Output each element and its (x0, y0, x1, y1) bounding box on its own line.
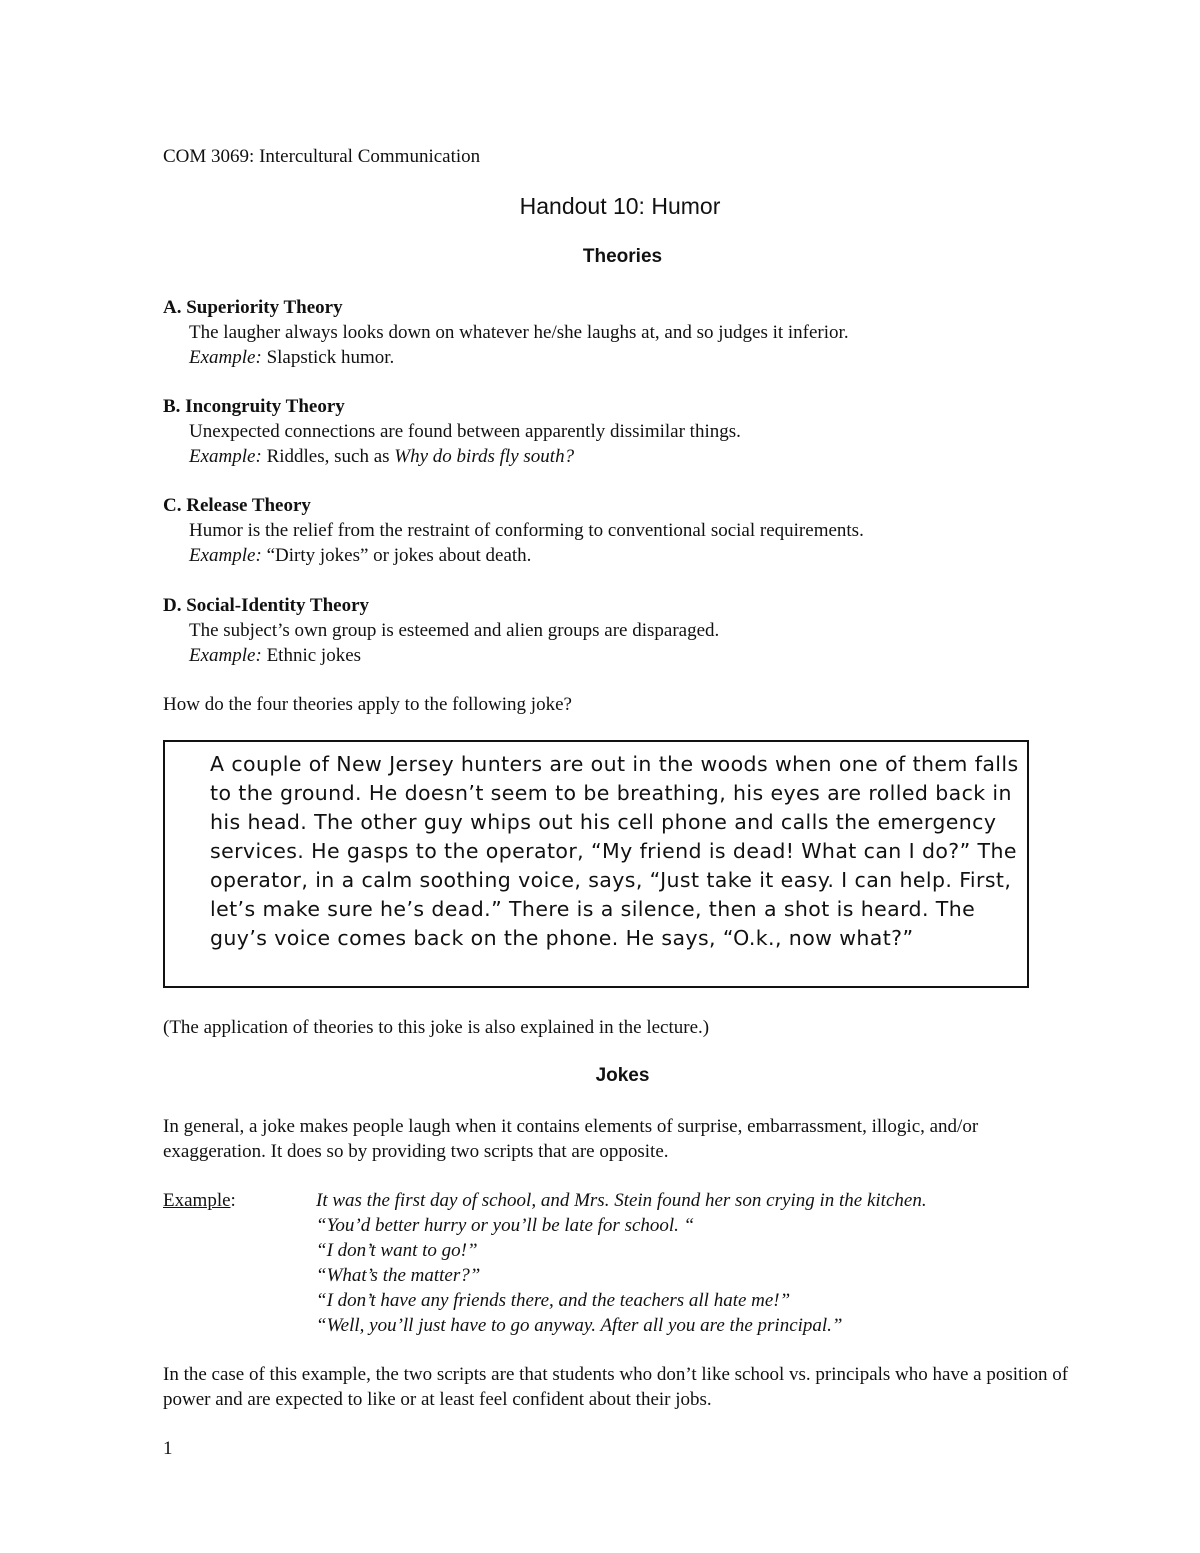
example-text: Riddles, such as (261, 446, 395, 467)
joke-box (163, 740, 1029, 988)
theory-heading: C. Release Theory (163, 495, 311, 516)
theories-question: How do the four theories apply to the following joke? (163, 694, 572, 715)
theory-example (163, 543, 1063, 568)
example-text: Ethnic jokes (261, 645, 362, 666)
lecture-note: (The application of theories to this joke is also explained in the lecture.) (163, 1017, 710, 1038)
theory-heading: A. Superiority Theory (163, 297, 343, 318)
example-line: “You’d better hurry or you’ll be late for school. “ (316, 1215, 695, 1236)
course-title: COM 3069: Intercultural Communication (163, 146, 481, 167)
jokes-heading: Jokes (595, 1065, 650, 1086)
example-label: Example: (189, 545, 262, 566)
theory-example (163, 444, 1063, 469)
example-line: “I don’t have any friends there, and the teachers all hate me!” (316, 1290, 791, 1311)
theory-description: The subject’s own group is esteemed and alien groups are disparaged. (189, 620, 720, 641)
example-line: It was the first day of school, and Mrs. Stein found her son crying in the kitchen. (316, 1190, 927, 1211)
joke-text: A couple of New Jersey hunters are out in the woods when one of them falls to the ground. He doesn’t seem to be breathing, his eyes are rolled back in his head. The other guy whips out his cell phone and calls the emergency services. He gasps to the operator, “My friend is dead! What can I do?” The operator, in a calm soothing voice, says, “Just take it easy. I can help. First, let’s make sure he’s dead.” There is a silence, then a shot is heard. The guy’s voice comes back on the phone. He says, “O.k., now what?” (210, 752, 1019, 950)
theory-heading: D. Social-Identity Theory (163, 595, 370, 616)
theory-superiority (163, 295, 1063, 370)
example-heading (163, 1188, 236, 1213)
example-label: Example: (189, 347, 262, 368)
theory-incongruity (163, 394, 1063, 469)
theories-heading: Theories (582, 246, 663, 267)
example-line: “I don’t want to go!” (316, 1240, 478, 1261)
example-label: Example (163, 1190, 231, 1211)
theory-heading: B. Incongruity Theory (163, 396, 345, 417)
example-line: “Well, you’ll just have to go anyway. After all you are the principal.” (316, 1315, 843, 1336)
example-line: “What’s the matter?” (316, 1265, 481, 1286)
handout-title: Handout 10: Humor (519, 193, 721, 219)
example-joke-lines (316, 1188, 927, 1338)
example-text: Slapstick humor. (261, 347, 395, 368)
theory-example (163, 643, 1063, 668)
theory-description: Humor is the relief from the restraint of conforming to conventional social requirements. (189, 520, 864, 541)
jokes-conclusion: In the case of this example, the two scripts are that students who don’t like school vs. principals who have a position of power and are expected to like or at least feel confident about their jobs. (163, 1364, 1069, 1410)
jokes-intro: In general, a joke makes people laugh when it contains elements of surprise, embarrassment, illogic, and/or exaggeration. It does so by providing two scripts that are opposite. (163, 1116, 979, 1162)
theory-release (163, 493, 1063, 568)
theory-social-identity (163, 593, 1063, 668)
theory-description: Unexpected connections are found between apparently dissimilar things. (189, 421, 741, 442)
example-italic-text: Why do birds fly south? (394, 446, 575, 467)
example-colon: : (230, 1190, 236, 1211)
example-label: Example: (189, 446, 262, 467)
theory-description: The laugher always looks down on whatever he/she laughs at, and so judges it inferior. (189, 322, 849, 343)
theory-example (163, 345, 1063, 370)
example-label: Example: (189, 645, 262, 666)
page-number: 1 (163, 1438, 173, 1459)
example-text: “Dirty jokes” or jokes about death. (261, 545, 532, 566)
